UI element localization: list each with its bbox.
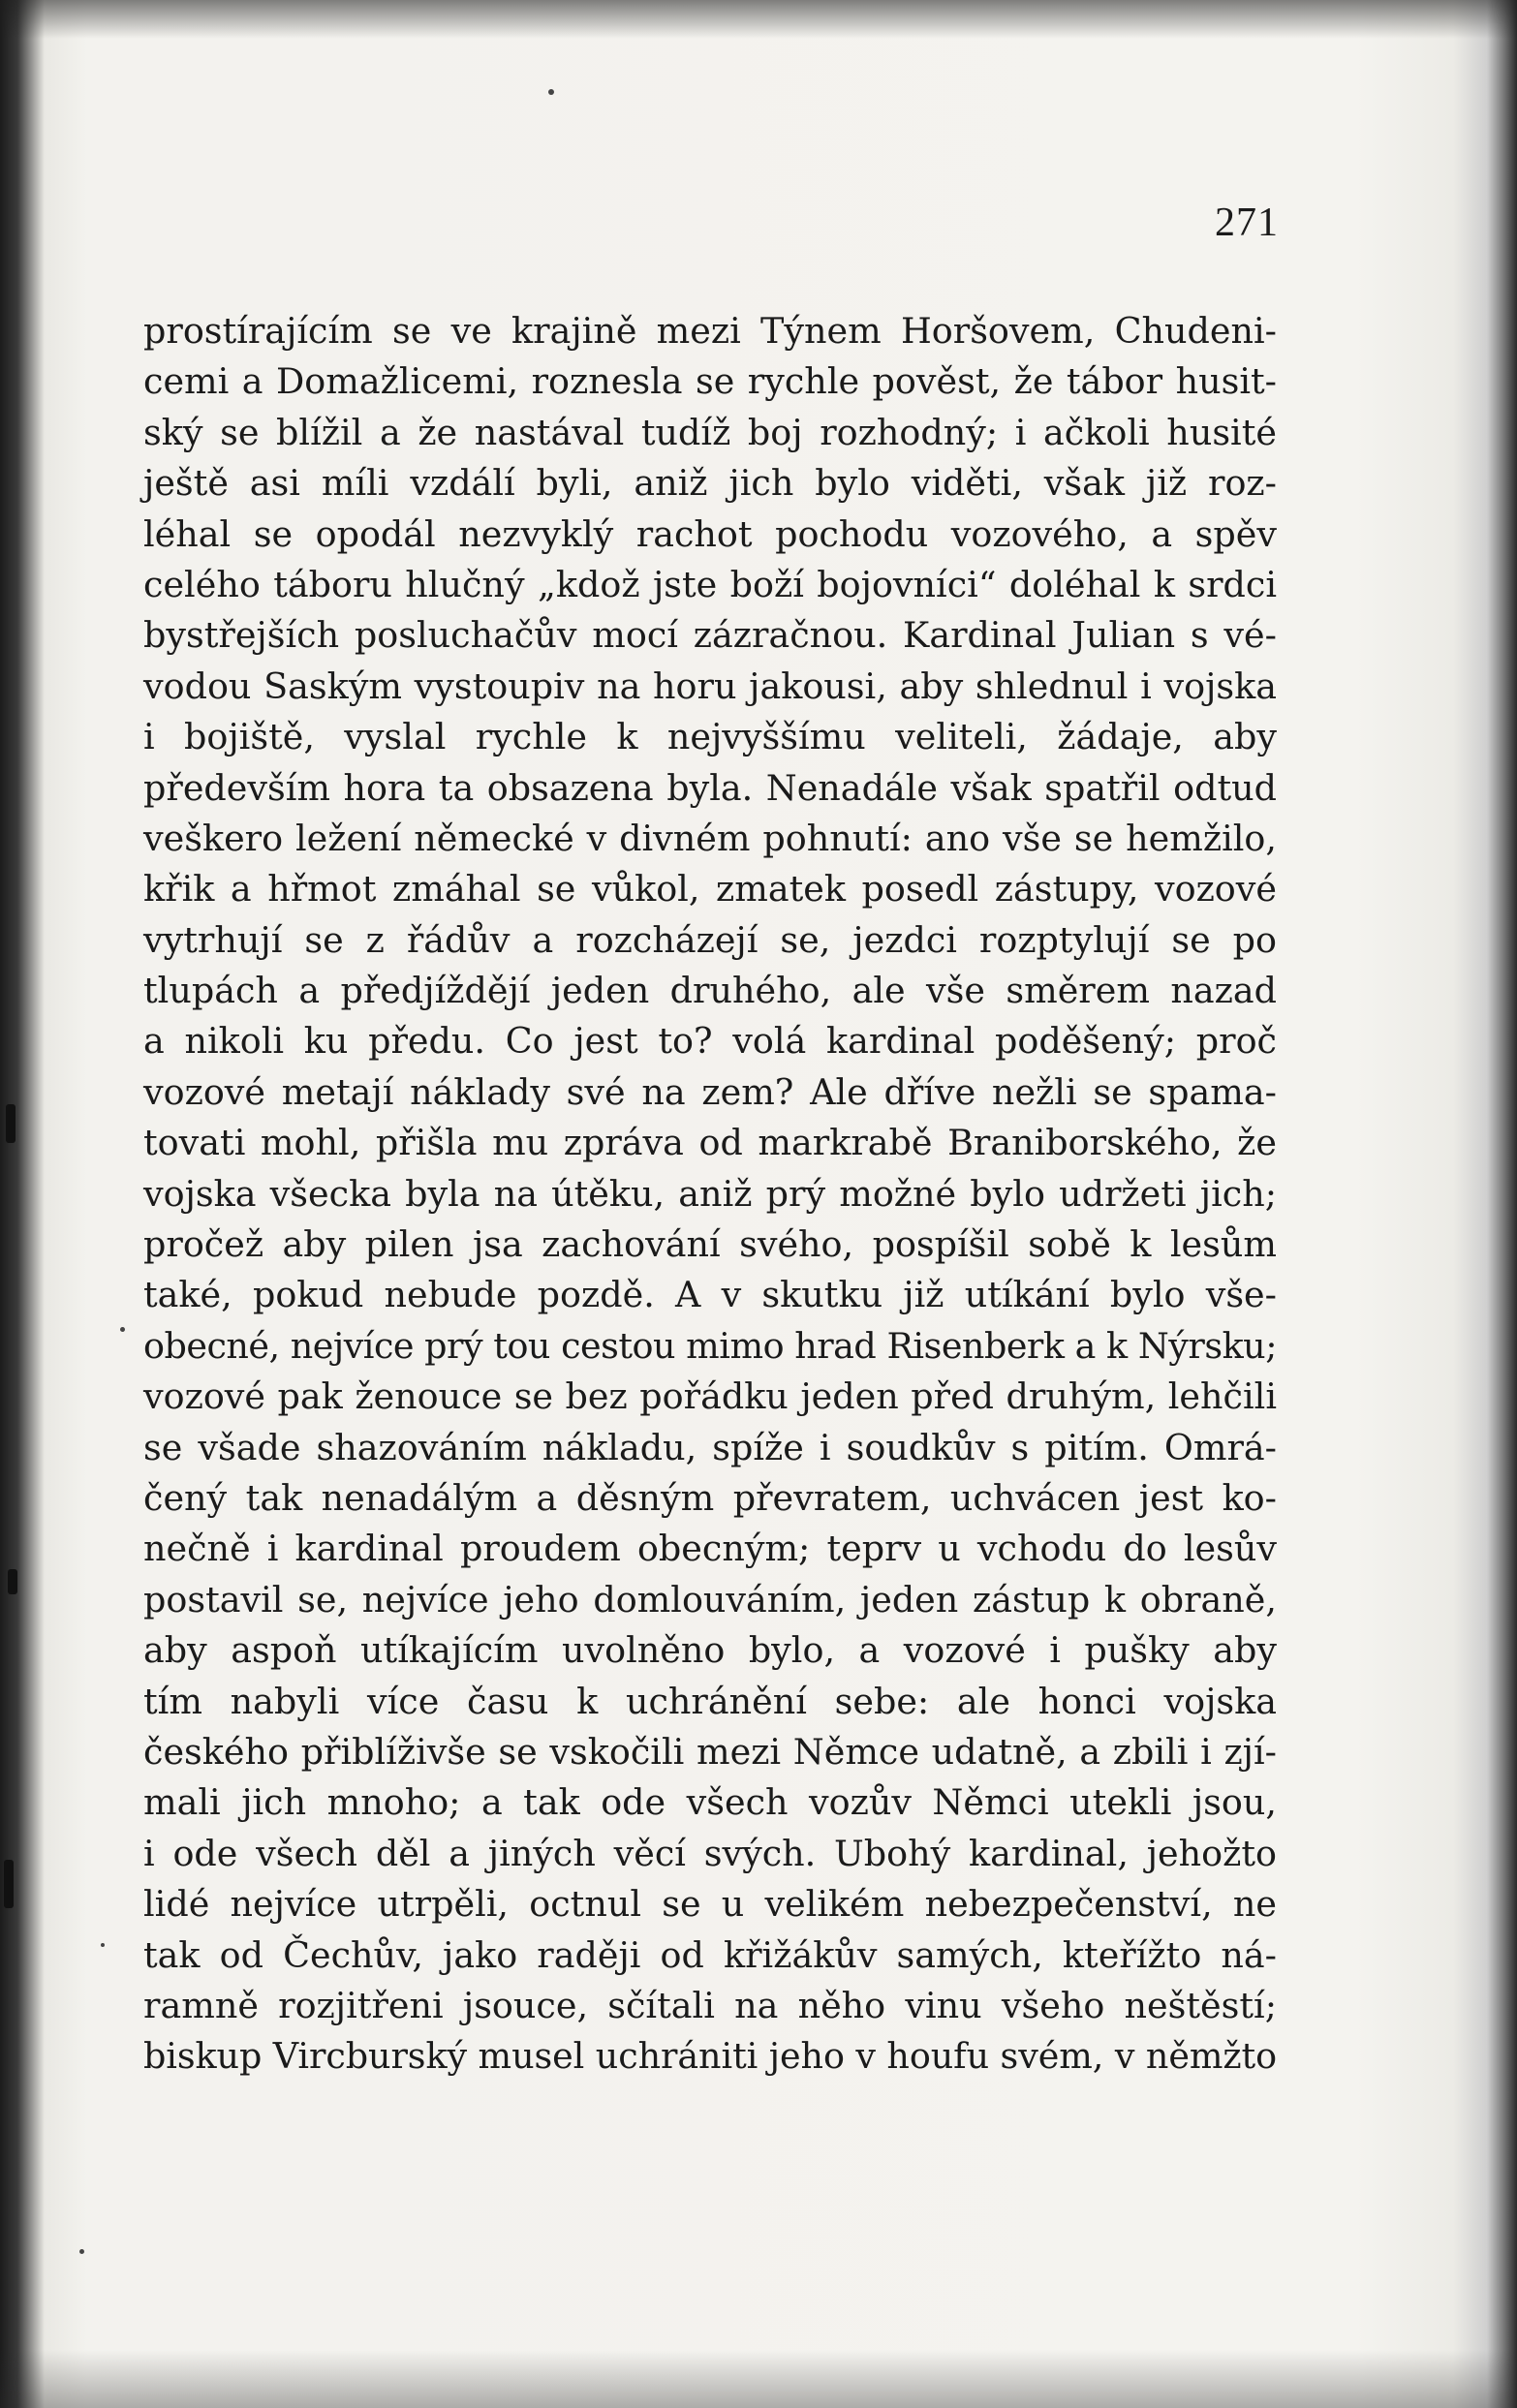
text-line: tlupách a předjíždějí jeden druhého, ale vše směrem nazad: [143, 970, 1277, 1012]
dust-speck: [101, 1943, 105, 1947]
text-line: celého táboru hlučný „kdož jste boží bojovníci“ doléhal k srdci: [143, 563, 1277, 605]
body-text: [143, 306, 1277, 2083]
text-line: bystřejších posluchačův mocí zázračnou. Kardinal Julian s vé-: [143, 614, 1277, 657]
text-line: i bojiště, vyslal rychle k nejvyššímu veliteli, žádaje, aby: [143, 716, 1277, 758]
text-line: vodou Saským vystoupiv na horu jakousi, aby shlednul i vojska: [143, 664, 1277, 707]
dust-speck: [79, 2249, 84, 2254]
text-line: lidé nejvíce utrpěli, octnul se u velikém nebezpečenství, ne: [143, 1883, 1277, 1926]
text-line: vozové metají náklady své na zem? Ale dříve nežli se spama-: [143, 1070, 1277, 1113]
scan-shadow-top: [0, 0, 1517, 39]
text-line: a nikoli ku předu. Co jest to? volá kardinal poděšený; proč: [143, 1020, 1277, 1063]
text-line: pročež aby pilen jsa zachování svého, pospíšil sobě k lesům: [143, 1223, 1277, 1266]
text-line: nečně i kardinal proudem obecným; teprv u vchodu do lesův: [143, 1528, 1277, 1570]
text-line: i ode všech děl a jiných věcí svých. Ubohý kardinal, jehožto: [143, 1832, 1277, 1874]
binding-mark: [6, 1104, 15, 1143]
binding-mark: [8, 1569, 17, 1594]
dust-speck: [120, 1327, 125, 1332]
text-line: ský se blížil a že nastával tudíž boj rozhodný; i ačkoli husité: [143, 411, 1277, 453]
text-line: vozové pak ženouce se bez pořádku jeden před druhým, lehčili: [143, 1375, 1277, 1418]
text-line: veškero ležení německé v divném pohnutí: ano vše se hemžilo,: [143, 817, 1277, 859]
text-line: se všade shazováním nákladu, spíže i soudkův s pitím. Omrá-: [143, 1426, 1277, 1468]
text-line: také, pokud nebude pozdě. A v skutku již utíkání bylo vše-: [143, 1274, 1277, 1316]
text-line: léhal se opodál nezvyklý rachot pochodu vozového, a spěv: [143, 512, 1277, 555]
binding-mark: [4, 1860, 14, 1908]
page-number: 271: [1215, 201, 1279, 245]
text-line: křik a hřmot zmáhal se vůkol, zmatek posedl zástupy, vozové: [143, 868, 1277, 911]
text-line: vytrhují se z řádův a rozcházejí se, jezdci rozptylují se po: [143, 918, 1277, 961]
text-line: především hora ta obsazena byla. Nenadále však spatřil odtud: [143, 766, 1277, 809]
scan-shadow-bottom: [0, 2350, 1517, 2408]
text-line: mali jich mnoho; a tak ode všech vozův Němci utekli jsou,: [143, 1781, 1277, 1824]
text-line: prostírajícím se ve krajině mezi Týnem Horšovem, Chudeni-: [143, 310, 1277, 352]
text-line: českého přiblíživše se vskočili mezi Němce udatně, a zbili i zjí-: [143, 1730, 1277, 1773]
text-line: aby aspoň utíkajícím uvolněno bylo, a vozové i pušky aby: [143, 1629, 1277, 1672]
text-line: čený tak nenadálým a děsným převratem, uchvácen jest ko-: [143, 1476, 1277, 1519]
text-line: ještě asi míli vzdálí byli, aniž jich bylo viděti, však již roz-: [143, 462, 1277, 505]
text-line: tak od Čechův, jako raději od křižákův samých, kteřížto ná-: [143, 1933, 1277, 1976]
dust-speck: [548, 89, 554, 95]
text-line: obecné, nejvíce prý tou cestou mimo hrad Risenberk a k Nýrsku;: [143, 1324, 1277, 1367]
text-line: tím nabyli více času k uchránění sebe: ale honci vojska: [143, 1680, 1277, 1722]
text-line: postavil se, nejvíce jeho domlouváním, jeden zástup k obraně,: [143, 1578, 1277, 1621]
text-line: ramně rozjitřeni jsouce, sčítali na něho vinu všeho neštěstí;: [143, 1984, 1277, 2026]
text-line: cemi a Domažlicemi, roznesla se rychle pověst, že tábor husit-: [143, 360, 1277, 403]
text-line: tovati mohl, přišla mu zpráva od markrabě Braniborského, že: [143, 1122, 1277, 1164]
text-line: biskup Vircburský musel uchrániti jeho v houfu svém, v němžto: [143, 2035, 1277, 2078]
text-line: vojska všecka byla na útěku, aniž prý možné bylo udržeti jich;: [143, 1172, 1277, 1215]
